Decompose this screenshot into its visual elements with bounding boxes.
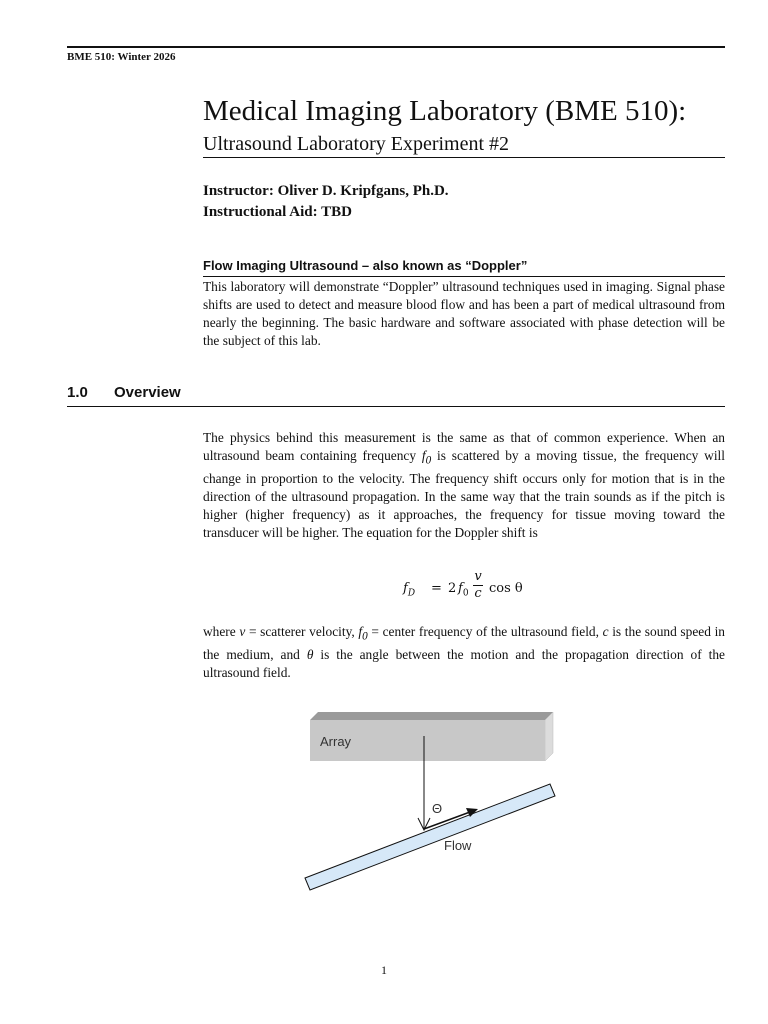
title-rule (203, 157, 725, 158)
array-side-face (545, 712, 553, 761)
eq-f0-letter: f (458, 581, 463, 596)
overview-rule (67, 406, 725, 407)
physics-text-b: is scattered by a moving tissue, the frequency will change in proportion to the velocity. The frequency shift occurs only for motion that is in the direction of the ultrasound propagation. In the same way that the train sounds as if the pitch is higher (higher frequency) as it approaches, the frequency for tissue moving toward the transducer will be higher. The equation for the Doppler shift is (203, 448, 725, 540)
header-rule (67, 46, 725, 48)
defs-f0-sub: 0 (362, 630, 368, 643)
eq-fd-sub: D (407, 588, 416, 599)
defs-a: where (203, 624, 240, 639)
aid-line: Instructional Aid: TBD (203, 204, 352, 220)
eq-two: 2 (448, 581, 457, 596)
defs-c-symbol: c (602, 624, 609, 639)
defs-f0-letter: f (358, 624, 363, 639)
f0-symbol (421, 448, 432, 467)
intro-heading: Flow Imaging Ultrasound – also known as “Doppler” (203, 258, 528, 273)
physics-text-a: The physics behind this measurement is the same as that of common experience. When an ultrasound beam containing frequency (203, 430, 725, 463)
f0-letter: f (421, 448, 426, 463)
defs-e: is the angle between the motion and the propagation direction of the ultrasound field. (203, 646, 725, 680)
defs-d: is the sound speed in the medium, and (203, 624, 725, 662)
array-top-face (310, 712, 553, 720)
array-label: Array (320, 734, 352, 749)
defs-v-symbol: ν (239, 624, 246, 639)
eq-equals: = (431, 581, 442, 596)
eq-denominator: c (474, 586, 482, 601)
defs-theta-symbol: θ (306, 646, 314, 662)
doppler-geometry-diagram (300, 705, 560, 895)
intro-paragraph: This laboratory will demonstrate “Doppler” ultrasound techniques used in imaging. Signal phase shifts are used to detect and measure blood flow and has been a part of medical ultrasound from nearly the beginning. The basic hardware and software associated with phase detection will be the subject of this lab. (203, 279, 725, 348)
eq-fraction (473, 569, 483, 602)
eq-f0 (458, 581, 469, 599)
defs-c-text: = center frequency of the ultrasound field, (367, 624, 603, 639)
instructor-line: Instructor: Oliver D. Kripfgans, Ph.D. (203, 183, 449, 199)
intro-rule (203, 276, 725, 277)
angle-label: Θ (432, 801, 443, 816)
running-header: BME 510: Winter 2026 (67, 51, 176, 63)
defs-f0-symbol (358, 624, 368, 643)
overview-heading (67, 384, 181, 401)
flow-tube (305, 784, 555, 890)
physics-paragraph (203, 429, 725, 542)
page-number: 1 (381, 963, 387, 977)
eq-cosine: cos θ (489, 581, 523, 596)
doppler-equation (403, 569, 533, 609)
section-number: 1.0 (67, 384, 88, 401)
flow-label: Flow (444, 838, 472, 853)
staff-block (203, 181, 449, 223)
eq-f0-sub: 0 (462, 588, 469, 599)
document-subtitle: Ultrasound Laboratory Experiment #2 (203, 133, 510, 155)
section-title: Overview (114, 384, 181, 401)
defs-b: = scatterer velocity, (245, 624, 359, 639)
definitions-paragraph (203, 623, 725, 682)
eq-fd (403, 581, 415, 599)
eq-numerator: v (474, 569, 482, 584)
document-title: Medical Imaging Laboratory (BME 510): (203, 95, 687, 127)
f0-subscript: 0 (425, 454, 432, 467)
eq-fd-letter: f (403, 581, 408, 596)
